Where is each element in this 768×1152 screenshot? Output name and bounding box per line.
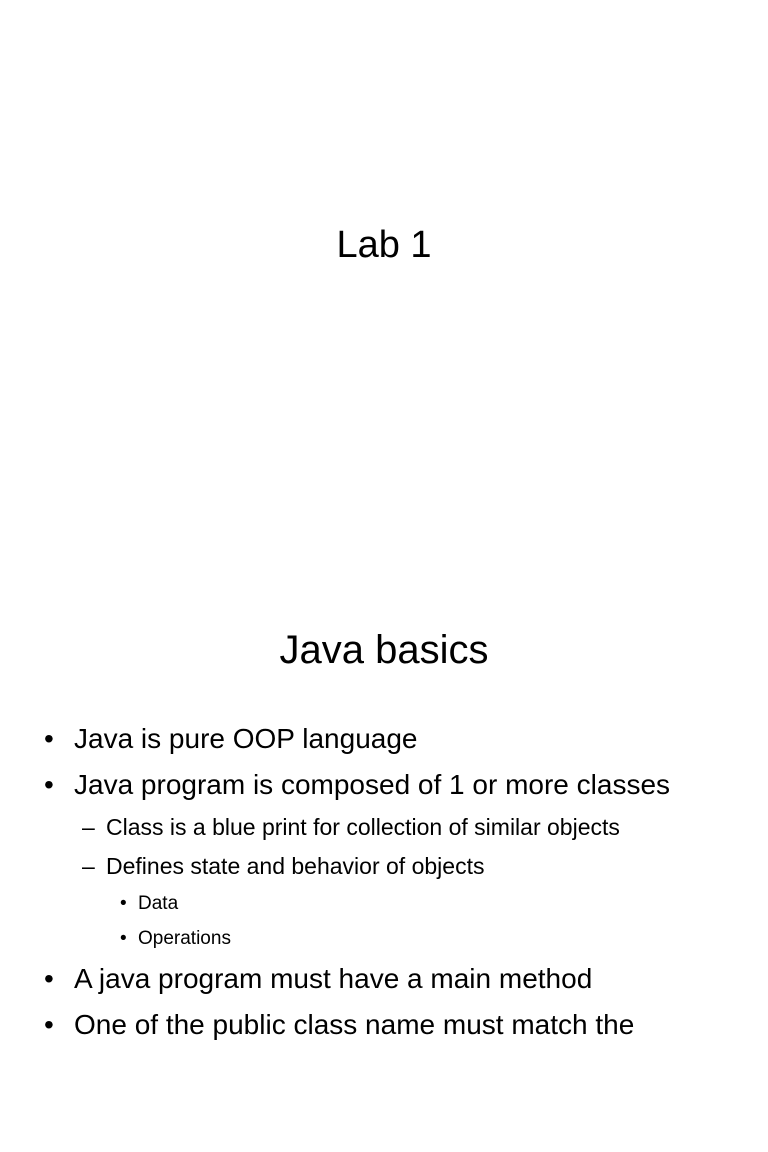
sub-sub-bullet-item: • Data bbox=[0, 886, 768, 921]
sub-bullet-item: – Defines state and behavior of objects bbox=[0, 847, 768, 886]
slide-2 bbox=[0, 576, 768, 1152]
bullet-item: • One of the public class name must match the bbox=[0, 1002, 768, 1048]
slide-title: Java basics bbox=[279, 628, 489, 672]
bullet-item: • Java is pure OOP language bbox=[0, 716, 768, 762]
bullet-list bbox=[0, 716, 768, 1048]
bullet-item: • A java program must have a main method bbox=[0, 956, 768, 1002]
sub-sub-bullet-item: • Operations bbox=[0, 921, 768, 956]
sub-bullet-item: – Class is a blue print for collection of similar objects bbox=[0, 808, 768, 847]
bullet-item: • Java program is composed of 1 or more classes bbox=[0, 762, 768, 808]
slide-title: Lab 1 bbox=[336, 224, 432, 266]
